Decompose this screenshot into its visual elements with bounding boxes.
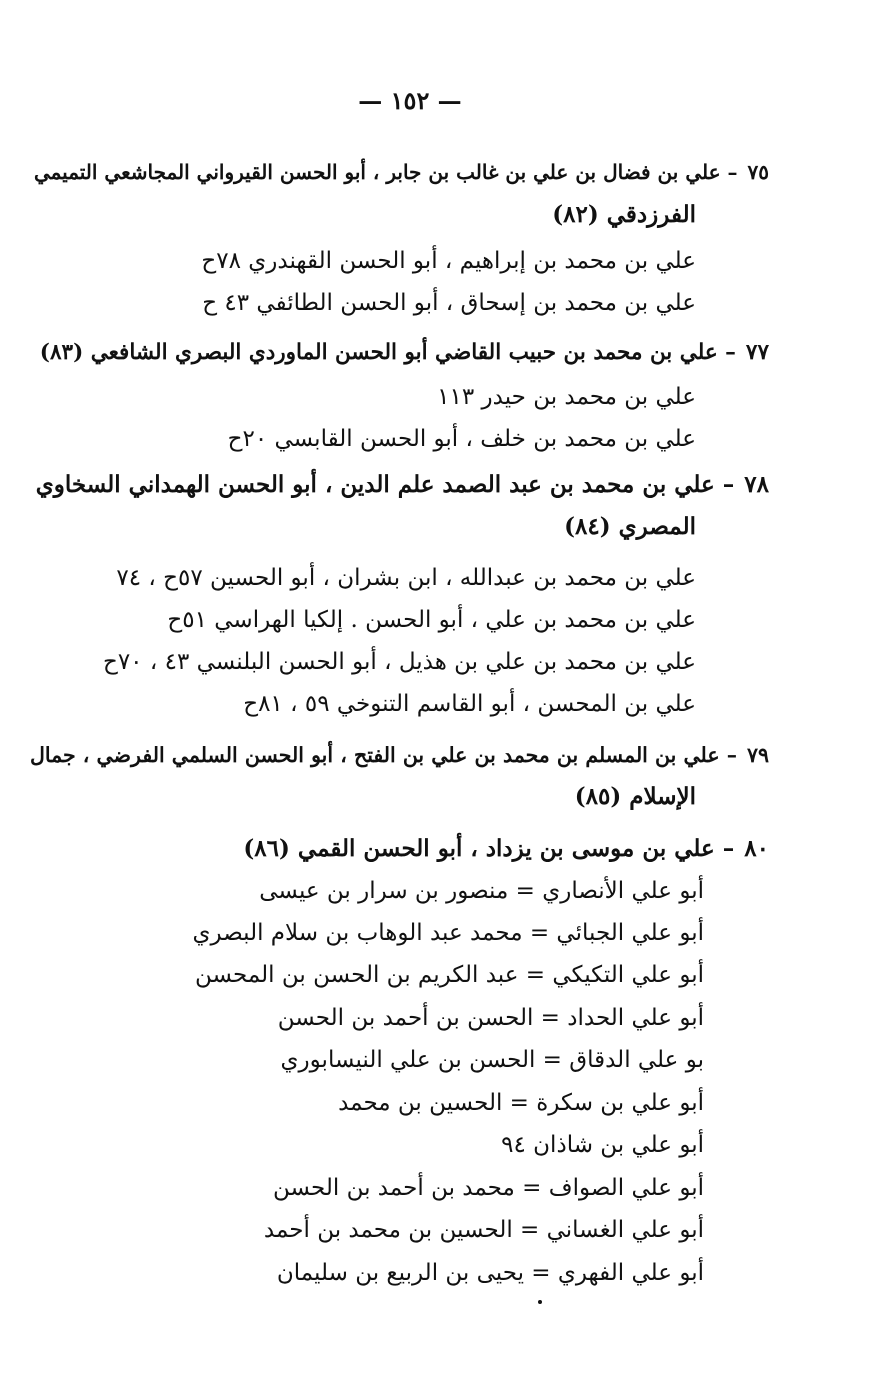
sub-entry: أبو علي الصواف = محمد بن أحمد بن الحسن — [272, 1175, 704, 1201]
entry-number: ٧٩ — [746, 743, 769, 767]
entry-text: – علي بن فضال بن علي بن غالب بن جابر ، أبو الحسن القيرواني المجاشعي التميمي — [33, 160, 738, 184]
sub-entry: بو علي الدقاق = الحسن بن علي النيسابوري — [280, 1047, 704, 1073]
entry-continuation: الفرزدقي (٨٢) — [552, 201, 696, 228]
print-speck — [538, 1300, 542, 1304]
entry-number: ٨٠ — [744, 835, 769, 862]
entry-line-75 — [34, 157, 769, 187]
entry-number: ٧٨ — [744, 471, 769, 498]
entry-continuation: الإسلام (٨٥) — [574, 783, 696, 810]
sub-entry: علي بن محمد بن حيدر ١١٣ — [437, 384, 696, 410]
entry-line-77 — [40, 338, 769, 368]
entry-text: – علي بن محمد بن عبد الصمد علم الدين ، أبو الحسن الهمداني السخاوي — [35, 471, 735, 498]
entry-line-80 — [243, 834, 769, 864]
sub-entry: علي بن محمد بن عبدالله ، ابن بشران ، أبو الحسين ٥٧ح ، ٧٤ — [116, 565, 696, 591]
sub-entry: أبو علي بن شاذان ٩٤ — [501, 1132, 704, 1158]
entry-line-79 — [30, 740, 769, 770]
entry-text: – علي بن موسى بن يزداد ، أبو الحسن القمي (٨٦) — [243, 835, 735, 862]
sub-entry: أبو علي الأنصاري = منصور بن سرار بن عيسى — [259, 878, 704, 904]
entry-line-78 — [36, 470, 769, 500]
sub-entry: أبو علي الغساني = الحسين بن محمد بن أحمد — [263, 1217, 704, 1243]
sub-entry: أبو علي بن سكرة = الحسين بن محمد — [338, 1090, 704, 1116]
sub-entry: علي بن محمد بن علي ، أبو الحسن . إلكيا الهراسي ٥١ح — [167, 607, 696, 633]
entry-continuation: المصري (٨٤) — [564, 513, 696, 540]
sub-entry: علي بن محمد بن إبراهيم ، أبو الحسن القهندري ٧٨ح — [201, 248, 696, 274]
entry-text: – علي بن محمد بن حبيب القاضي أبو الحسن الماوردي البصري الشافعي (٨٣) — [39, 340, 736, 365]
sub-entry: علي بن محمد بن إسحاق ، أبو الحسن الطائفي ٤٣ ح — [202, 290, 696, 316]
sub-entry: علي بن المحسن ، أبو القاسم التنوخي ٥٩ ، ٨١ح — [243, 691, 696, 717]
sub-entry: علي بن محمد بن خلف ، أبو الحسن القابسي ٢٠ح — [227, 426, 696, 452]
entry-number: ٧٥ — [747, 160, 769, 184]
sub-entry: أبو علي التكيكي = عبد الكريم بن الحسن بن المحسن — [195, 962, 704, 988]
page-number: — ١٥٢ — — [358, 86, 462, 115]
sub-entry: أبو علي الفهري = يحيى بن الربيع بن سليمان — [276, 1260, 704, 1286]
sub-entry: أبو علي الجبائي = محمد عبد الوهاب بن سلام البصري — [192, 920, 704, 946]
entry-text: – علي بن المسلم بن محمد بن علي بن الفتح ، أبو الحسن السلمي الفرضي ، جمال — [29, 743, 737, 767]
entry-number: ٧٧ — [745, 340, 769, 365]
sub-entry: أبو علي الحداد = الحسن بن أحمد بن الحسن — [277, 1005, 704, 1031]
sub-entry: علي بن محمد بن علي بن هذيل ، أبو الحسن البلنسي ٤٣ ، ٧٠ح — [102, 649, 696, 675]
